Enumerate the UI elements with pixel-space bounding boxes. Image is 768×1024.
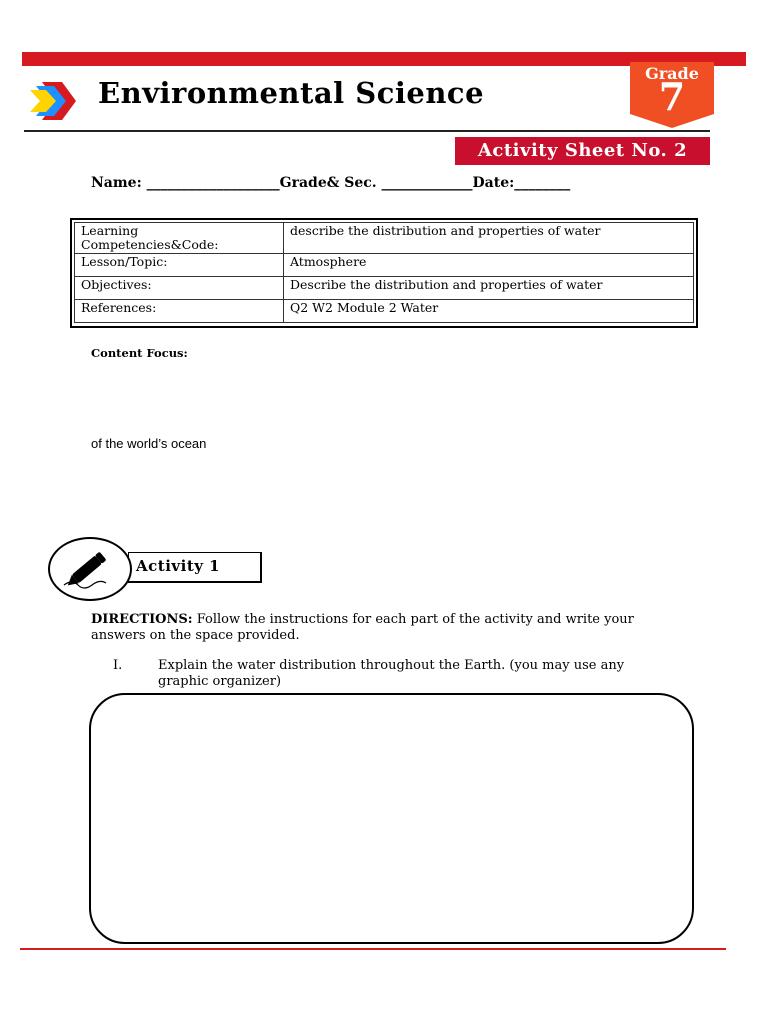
table-cell-label: Lesson/Topic: <box>75 254 284 277</box>
table-cell-label: Objectives: <box>75 277 284 300</box>
directions <box>91 612 671 644</box>
directions-text: Follow the instructions for each part of the activity and write your answers on the space provided. <box>91 612 634 643</box>
grade-label: Grade <box>645 64 699 83</box>
table-row <box>75 254 694 277</box>
chevron-logo-icon <box>28 80 78 122</box>
activity-label: Activity 1 <box>136 557 221 575</box>
pencil-icon <box>58 545 118 593</box>
activity-sheet-label: Activity Sheet No. 2 <box>477 140 688 161</box>
answer-box[interactable] <box>89 693 694 944</box>
content-focus-text: of the world’s ocean <box>91 436 207 451</box>
info-table-frame <box>70 218 698 328</box>
table-cell-value: describe the distribution and properties of water <box>284 223 694 254</box>
table-cell-label: Learning Competencies&Code: <box>75 223 284 254</box>
item-number: I. <box>113 658 123 673</box>
table-cell-value: Describe the distribution and properties of water <box>284 277 694 300</box>
directions-label: DIRECTIONS: <box>91 612 193 627</box>
grade-number: 7 <box>658 74 686 119</box>
table-cell-label: References: <box>75 300 284 323</box>
table-row <box>75 300 694 323</box>
student-info-line[interactable]: Name: ___________________Grade& Sec. _____________Date:________ <box>91 175 571 191</box>
item-text: Explain the water distribution throughout the Earth. (you may use any graphic organizer) <box>158 658 625 689</box>
content-focus-label: Content Focus: <box>91 346 188 360</box>
header-divider <box>24 130 710 132</box>
table-cell-value: Q2 W2 Module 2 Water <box>284 300 694 323</box>
document-title: Environmental Science <box>98 76 485 110</box>
table-cell-value: Atmosphere <box>284 254 694 277</box>
table-row <box>75 277 694 300</box>
bottom-red-line <box>20 948 726 950</box>
table-row <box>75 223 694 254</box>
info-table <box>74 222 694 323</box>
